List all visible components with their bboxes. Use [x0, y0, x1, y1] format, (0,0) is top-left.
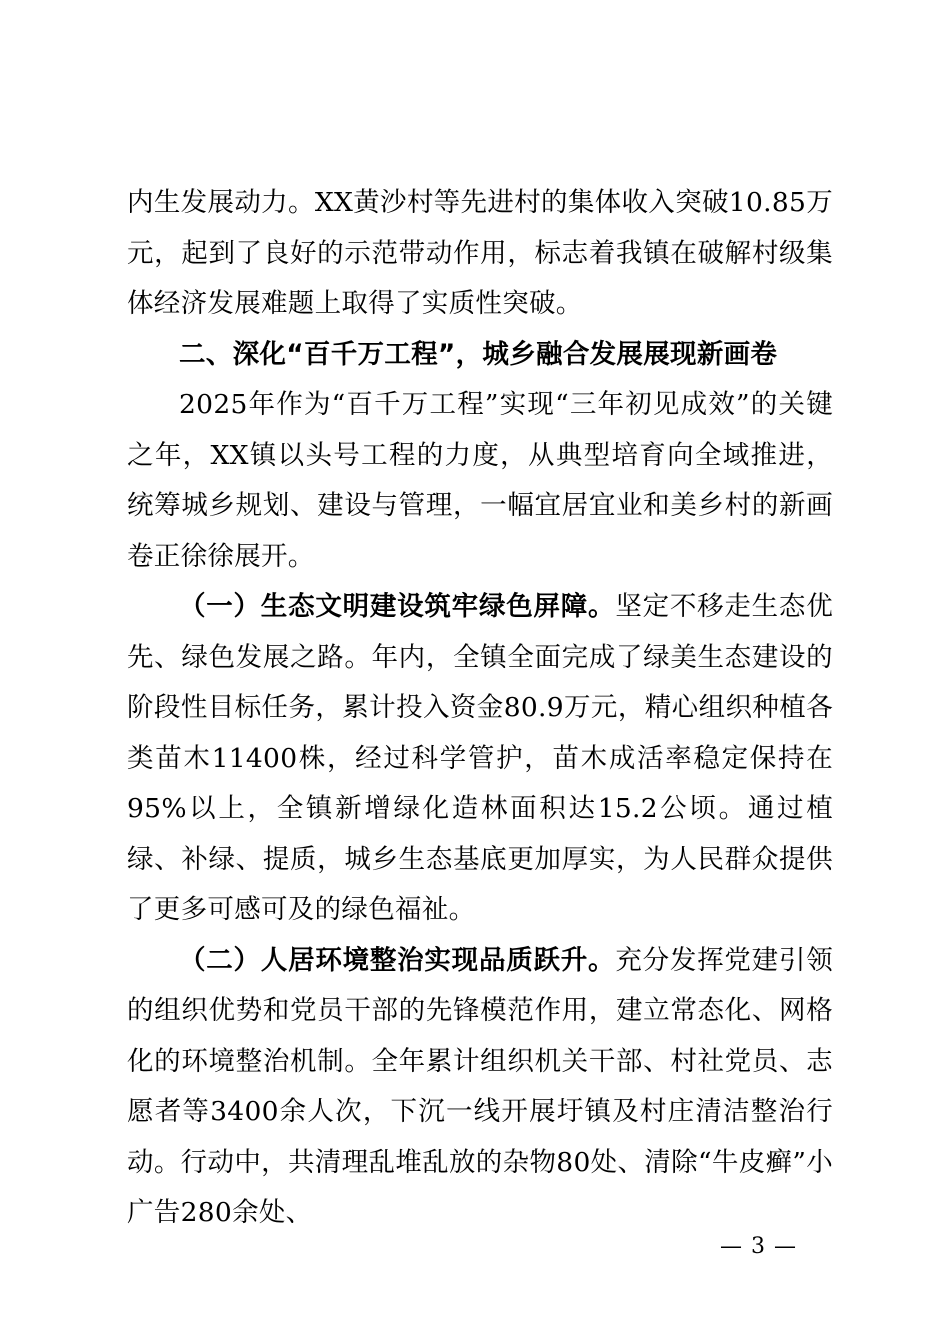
paragraph-continuation: 内生发展动力。XX黄沙村等先进村的集体收入突破10.85万元，起到了良好的示范带动作用，标志着我镇在破解村级集体经济发展难题上取得了实质性突破。: [127, 187, 833, 319]
page-number: — 3 —: [720, 1234, 797, 1259]
subheading-environment: （二）人居环境整治实现品质跃升。: [179, 944, 616, 976]
paragraph-section-intro: 2025年作为“百千万工程”实现“三年初见成效”的关键之年，XX镇以头号工程的力度，从典型培育向全域推进，统筹城乡规划、建设与管理，一幅宜居宜业和美乡村的新画卷正徐徐展开。: [127, 389, 833, 572]
paragraph-environment-body: 充分发挥党建引领的组织优势和党员干部的先锋模范作用，建立常态化、网格化的环境整治机制。全年累计组织机关干部、村社党员、志愿者等3400余人次，下沉一线开展圩镇及村庄清洁整治行动。行动中，共清理乱堆乱放的杂物80处、清除“牛皮癣”小广告280余处、: [127, 944, 833, 1228]
paragraph-environment: [127, 936, 833, 1239]
subheading-ecology: （一）生态文明建设筑牢绿色屏障。: [179, 591, 616, 622]
paragraph-ecology-body: 坚定不移走生态优先、绿色发展之路。年内，全镇全面完成了绿美生态建设的阶段性目标任务，累计投入资金80.9万元，精心组织种植各类苗木11400株，经过科学管护，苗木成活率稳定保持在95%以上，全镇新增绿化造林面积达15.2公顷。通过植绿、补绿、提质，城乡生态基底更加厚实，为人民群众提供了更多可感可及的绿色福祉。: [127, 591, 833, 925]
document-body: [127, 178, 833, 1239]
paragraph-ecology: [127, 582, 833, 936]
section-heading-2: 二、深化“百千万工程”，城乡融合发展展现新画卷: [179, 338, 778, 370]
